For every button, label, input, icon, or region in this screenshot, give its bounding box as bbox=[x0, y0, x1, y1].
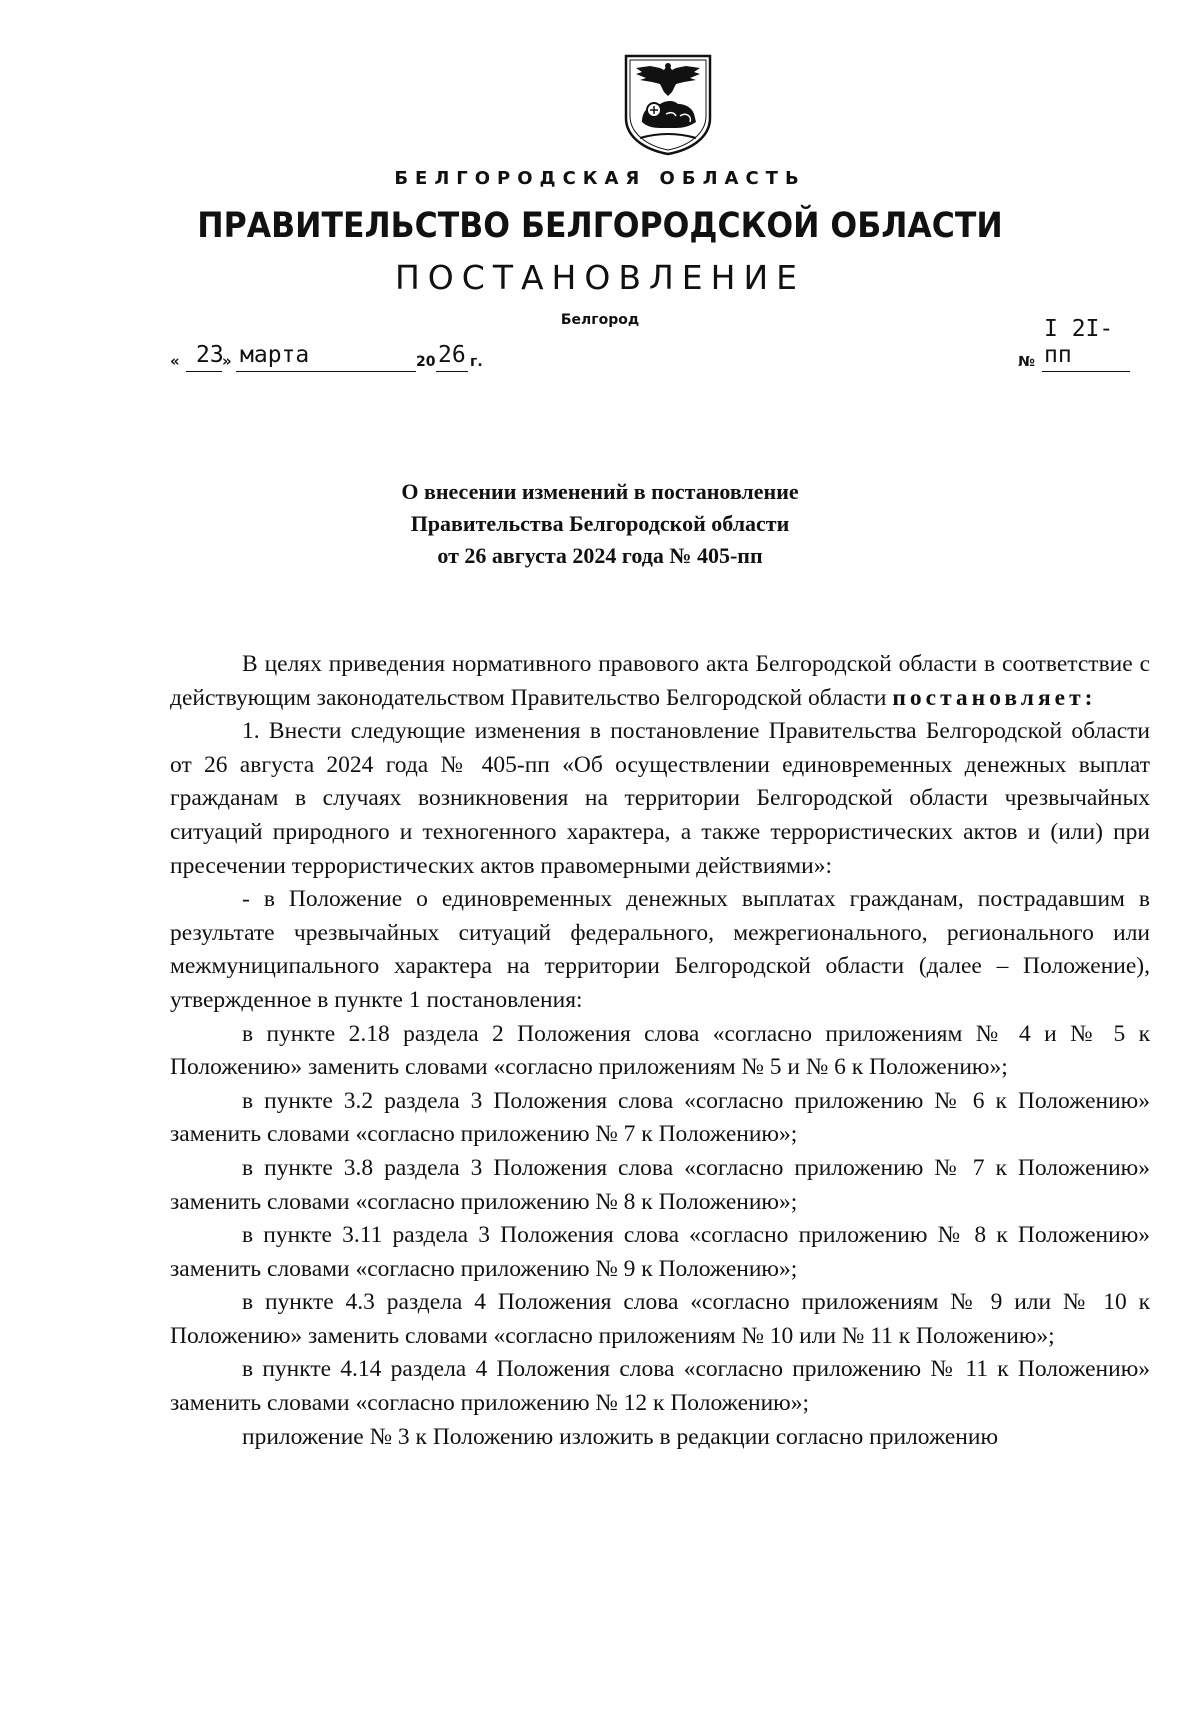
year-prefix: 20 bbox=[416, 354, 436, 370]
title-line: Правительства Белгородской области bbox=[410, 511, 790, 536]
city-label: Белгород bbox=[560, 312, 640, 328]
quote-close: » bbox=[222, 352, 232, 370]
document-title bbox=[0, 476, 1200, 572]
decree-word: постановляет: bbox=[892, 684, 1097, 711]
document-number: I 2I-пп bbox=[1044, 316, 1114, 368]
date-year: 26 bbox=[438, 342, 466, 368]
coat-of-arms-icon bbox=[620, 52, 716, 156]
paragraph: приложение № 3 к Положению изложить в редакции согласно приложению bbox=[242, 1423, 999, 1450]
paragraph: в пункте 4.3 раздела 4 Положения слова «согласно приложениям № 9 или № 10 к Положению» заменить словами «согласно приложениям № 10 или № 11 к Положению»; bbox=[170, 1289, 1150, 1349]
quote-open: « bbox=[170, 352, 180, 370]
paragraph: в пункте 4.14 раздела 4 Положения слова «согласно приложению № 11 к Положению» заменить словами «согласно приложению № 12 к Положению»; bbox=[170, 1356, 1150, 1417]
date-day: 23 bbox=[196, 342, 224, 368]
title-line: О внесении изменений в постановление bbox=[401, 479, 799, 504]
title-line: от 26 августа 2024 года № 405-пп bbox=[437, 543, 763, 568]
document-body bbox=[170, 648, 1150, 1454]
intro-text: В целях приведения нормативного правового акта Белгородской области в соответствие с действующим законодательством Правительство Белгородской области bbox=[170, 651, 1150, 711]
government-heading: ПРАВИТЕЛЬСТВО БЕЛГОРОДСКОЙ ОБЛАСТИ bbox=[197, 206, 1003, 246]
paragraph-intro bbox=[170, 648, 1150, 715]
day-underline bbox=[186, 371, 222, 372]
paragraph: в пункте 2.18 раздела 2 Положения слова «согласно приложениям № 4 и № 5 к Положению» заменить словами «согласно приложениям № 5 и № 6 к Положению»; bbox=[170, 1020, 1150, 1081]
year-underline bbox=[436, 371, 468, 372]
paragraph: - в Положение о единовременных денежных выплатах гражданам, пострадавшим в результате чрезвычайных ситуаций федерального, межрегионального, регионального или межмуниципального характера на территории Белгородской области (далее – Положение), утвержденное в пункте 1 постановления: bbox=[170, 886, 1150, 1013]
paragraph: 1. Внести следующие изменения в постановление Правительства Белгородской области от 26 августа 2024 года № 405-пп «Об осуществлении единовременных денежных выплат гражданам в случаях возникновения на территории Белгородской области чрезвычайных ситуаций природного и техногенного характера, а также террористических актов и (или) при пресечении террористических актов правомерными действиями»: bbox=[170, 718, 1150, 879]
paragraph: в пункте 3.2 раздела 3 Положения слова «согласно приложению № 6 к Положению» заменить словами «согласно приложению № 7 к Положению»; bbox=[170, 1087, 1150, 1148]
paragraph: в пункте 3.11 раздела 3 Положения слова «согласно приложению № 8 к Положению» заменить словами «согласно приложению № 9 к Положению»; bbox=[170, 1222, 1150, 1282]
year-mark: г. bbox=[470, 354, 483, 370]
number-underline bbox=[1042, 371, 1130, 372]
paragraph: в пункте 3.8 раздела 3 Положения слова «согласно приложению № 7 к Положению» заменить словами «согласно приложению № 8 к Положению»; bbox=[170, 1154, 1150, 1215]
region-heading: БЕЛГОРОДСКАЯ ОБЛАСТЬ bbox=[394, 168, 806, 189]
number-prefix: № bbox=[1018, 354, 1035, 370]
date-month: марта bbox=[240, 342, 310, 368]
month-underline bbox=[236, 371, 416, 372]
document-type-heading: ПОСТАНОВЛЕНИЕ bbox=[394, 258, 805, 297]
